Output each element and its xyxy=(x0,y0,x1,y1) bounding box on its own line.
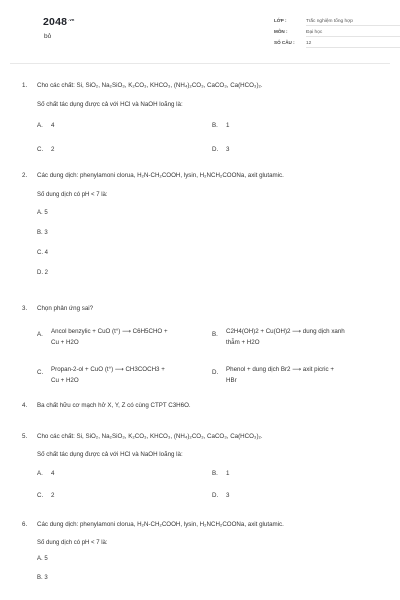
option-c[interactable]: C. 4 xyxy=(37,250,49,257)
question-text: Cho các chất: Si, SiO₂, Na₂SiO₃, K₂CO₃, KHCO₃, (NH₄)₂CO₃, CaCO₃, Ca(HCO₃)₂. xyxy=(37,433,263,440)
option-a[interactable]: A. 5 xyxy=(37,556,48,563)
option-a[interactable]: A. 5 xyxy=(37,210,48,217)
question-text: Các dung dịch: phenylamoni clorua, H₂N-CH₂COOH, lysin, H₂NCH₂COONa, axit glutamic. xyxy=(37,521,284,528)
option-key: C. xyxy=(37,145,44,153)
option-d[interactable] xyxy=(212,365,400,385)
question-3 xyxy=(22,305,380,393)
option-c[interactable] xyxy=(37,492,54,500)
meta-label: SỐ CÂU : xyxy=(274,40,295,46)
option-b[interactable] xyxy=(212,122,229,130)
logo-suffix: .vn xyxy=(68,17,75,22)
question-number: 6. xyxy=(22,521,28,528)
meta-class xyxy=(274,16,400,27)
header-divider xyxy=(10,63,390,64)
question-6 xyxy=(22,521,380,586)
question-number: 4. xyxy=(22,402,28,409)
option-value: Cu + H2O xyxy=(51,376,79,384)
option-d[interactable] xyxy=(212,492,229,500)
option-key: D. xyxy=(212,491,219,499)
option-value: Propan-2-ol + CuO (t°) ⟶ CH3COCH3 + xyxy=(51,366,165,374)
exam-header xyxy=(22,0,378,62)
option-b[interactable] xyxy=(212,470,229,478)
logo-text: 2048 xyxy=(43,16,68,28)
option-d[interactable] xyxy=(212,146,229,154)
option-key: A. xyxy=(37,331,43,339)
option-value: Ancol benzylic + CuO (t°) ⟶ C6H5CHO + xyxy=(51,328,168,336)
question-5 xyxy=(22,433,380,504)
question-subtext: Số chất tác dụng được cả với HCl và NaOH loãng là: xyxy=(37,101,183,109)
option-row xyxy=(37,122,380,134)
question-subtext: Số chất tác dụng được cả với HCl và NaOH loãng là: xyxy=(37,451,183,459)
meta-question-count xyxy=(274,38,400,49)
option-value: 2 xyxy=(51,145,55,153)
option-c[interactable] xyxy=(37,365,187,385)
meta-subject xyxy=(274,27,400,38)
option-value: 1 xyxy=(226,469,230,477)
option-value: HBr xyxy=(226,376,237,384)
question-number: 1. xyxy=(22,82,28,89)
question-subtext: Số dung dịch có pH < 7 là: xyxy=(37,540,108,547)
option-row xyxy=(37,327,380,355)
option-b[interactable]: B. 3 xyxy=(37,230,48,237)
option-value: 3 xyxy=(226,145,230,153)
option-a[interactable] xyxy=(37,327,187,347)
option-value: 3 xyxy=(226,491,230,499)
option-row xyxy=(37,492,380,504)
option-value: 2 xyxy=(51,491,55,499)
meta-label: MÔN : xyxy=(274,29,288,35)
question-1 xyxy=(22,82,380,158)
option-a[interactable] xyxy=(37,122,54,130)
meta-label: LỚP : xyxy=(274,18,287,24)
option-value: Cu + H2O xyxy=(51,338,79,346)
option-row xyxy=(37,365,380,393)
option-value: C2H4(OH)2 + Cu(OH)2 ⟶ dung dịch xanh xyxy=(226,328,345,336)
site-logo[interactable] xyxy=(43,15,75,29)
question-subtext: Số dung dịch có pH < 7 là: xyxy=(37,192,108,199)
option-key: B. xyxy=(212,331,218,339)
option-value: 4 xyxy=(51,121,55,129)
question-2 xyxy=(22,172,380,281)
option-d[interactable]: D. 2 xyxy=(37,269,49,276)
option-key: D. xyxy=(212,369,219,377)
meta-value: Đại học xyxy=(306,28,400,37)
option-key: A. xyxy=(37,121,43,129)
exam-name: bỏ xyxy=(44,33,52,40)
option-row xyxy=(37,146,380,158)
option-c[interactable] xyxy=(37,146,54,154)
question-4 xyxy=(22,402,380,410)
option-key: B. xyxy=(212,469,218,477)
option-key: D. xyxy=(212,145,219,153)
question-text: Cho các chất: Si, SiO₂, Na₂SiO₃, K₂CO₃, KHCO₃, (NH₄)₂CO₃, CaCO₃, Ca(HCO₃)₂. xyxy=(37,82,263,89)
question-number: 5. xyxy=(22,433,28,440)
option-key: C. xyxy=(37,491,44,499)
meta-value: Trắc nghiệm tổng hợp xyxy=(306,17,400,26)
question-text: Các dung dịch: phenylamoni clorua, H₂N-CH₂COOH, lysin, H₂NCH₂COONa, axit glutamic. xyxy=(37,172,284,179)
question-number: 2. xyxy=(22,172,28,179)
option-value: 1 xyxy=(226,121,230,129)
option-value: 4 xyxy=(51,469,55,477)
option-value: Phenol + dung dịch Br2 ⟶ axit picric + xyxy=(226,366,334,374)
option-b[interactable]: B. 3 xyxy=(37,575,48,582)
question-text: Chọn phản ứng sai? xyxy=(37,305,94,312)
option-key: A. xyxy=(37,469,43,477)
option-a[interactable] xyxy=(37,470,54,478)
option-value: thẫm + H2O xyxy=(226,338,260,346)
option-key: C. xyxy=(37,369,44,377)
question-text: Ba chất hữu cơ mạch hở X, Y, Z có cùng CTPT C3H6O. xyxy=(37,402,191,409)
question-number: 3. xyxy=(22,305,28,312)
option-key: B. xyxy=(212,121,218,129)
meta-value: 12 xyxy=(306,39,400,48)
option-row xyxy=(37,470,380,482)
exam-meta xyxy=(274,16,400,49)
option-b[interactable] xyxy=(212,327,400,347)
